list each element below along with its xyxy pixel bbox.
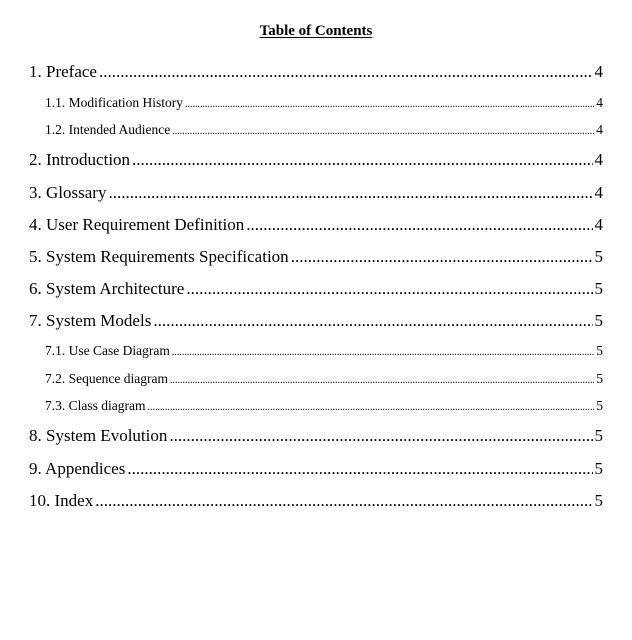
toc-entry-label: 3. Glossary	[29, 183, 107, 202]
dot-leader	[95, 491, 592, 511]
toc-entry-label: 7.1. Use Case Diagram	[45, 343, 170, 358]
toc-page-number: 4	[594, 150, 603, 169]
toc-entry-label: 6. System Architecture	[29, 279, 185, 298]
dot-leader	[246, 215, 592, 235]
dot-leader	[172, 347, 594, 358]
toc-entry-label: 8. System Evolution	[29, 426, 168, 445]
dot-leader	[148, 402, 595, 413]
toc-entry[interactable]	[29, 215, 603, 235]
toc-subentry[interactable]	[45, 343, 603, 359]
toc-page-number: 5	[594, 311, 603, 330]
toc-entry-label: 4. User Requirement Definition	[29, 215, 245, 234]
dot-leader	[172, 126, 594, 137]
toc-entry[interactable]	[29, 62, 603, 82]
toc-entry[interactable]	[29, 150, 603, 170]
toc-entry-label: 7.2. Sequence diagram	[45, 371, 168, 386]
toc-entry[interactable]	[29, 183, 603, 203]
toc-entry-label: 1.1. Modification History	[45, 95, 183, 110]
toc-entry[interactable]	[29, 459, 603, 479]
toc-page-number: 4	[594, 215, 603, 234]
dot-leader	[186, 279, 592, 299]
toc-subentry[interactable]	[45, 371, 603, 387]
toc-page-number: 5	[594, 459, 603, 478]
toc-page-number: 5	[596, 371, 603, 386]
dot-leader	[169, 426, 592, 446]
toc-page-number: 5	[596, 343, 603, 358]
dot-leader	[170, 375, 594, 386]
toc-entry-label: 9. Appendices	[29, 459, 126, 478]
toc-entry-label: 1. Preface	[29, 62, 97, 81]
toc-entry[interactable]	[29, 279, 603, 299]
toc-entry[interactable]	[29, 491, 603, 511]
toc-page-number: 5	[594, 279, 603, 298]
toc-subentry[interactable]	[45, 122, 603, 138]
toc-title: Table of Contents	[259, 23, 373, 39]
toc-page-number: 5	[594, 491, 603, 510]
dot-leader	[127, 459, 592, 479]
dot-leader	[99, 62, 593, 82]
toc-entry-label: 10. Index	[29, 491, 94, 510]
dot-leader	[108, 183, 592, 203]
dot-leader	[132, 150, 592, 170]
toc-page-number: 4	[594, 183, 603, 202]
toc-page-number: 4	[596, 122, 603, 137]
dot-leader	[185, 99, 594, 110]
toc-subentry[interactable]	[45, 398, 603, 414]
toc-page-number: 5	[594, 426, 603, 445]
toc-page-number: 4	[596, 95, 603, 110]
toc-entry-label: 2. Introduction	[29, 150, 131, 169]
dot-leader	[153, 311, 592, 331]
toc-entry-label: 5. System Requirements Specification	[29, 247, 289, 266]
toc-entry[interactable]	[29, 311, 603, 331]
toc-entry[interactable]	[29, 247, 603, 267]
toc-entry-label: 7.3. Class diagram	[45, 398, 146, 413]
dot-leader	[291, 247, 593, 267]
toc-page-number: 5	[594, 247, 603, 266]
toc-entry-label: 1.2. Intended Audience	[45, 122, 171, 137]
toc-page-number: 5	[596, 398, 603, 413]
toc-entry[interactable]	[29, 426, 603, 446]
toc-page-number: 4	[594, 62, 603, 81]
toc-subentry[interactable]	[45, 95, 603, 111]
toc-entry-label: 7. System Models	[29, 311, 152, 330]
